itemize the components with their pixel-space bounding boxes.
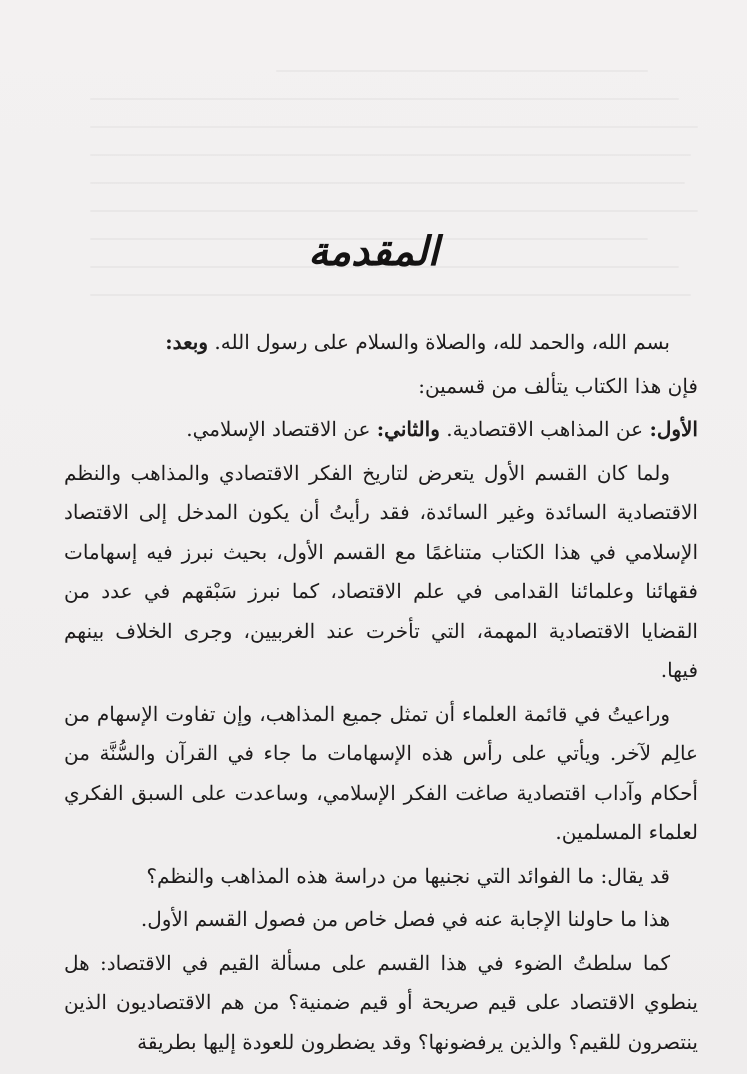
paragraph-parts bbox=[64, 410, 698, 450]
part-two-label: والثاني: bbox=[376, 417, 440, 441]
part-one-text: عن المذاهب الاقتصادية. bbox=[446, 417, 644, 441]
opening-text: بسم الله، والحمد لله، والصلاة والسلام على رسول الله. bbox=[214, 330, 670, 354]
paragraph-division: فإن هذا الكتاب يتألف من قسمين: bbox=[418, 373, 698, 398]
paragraph-opening bbox=[64, 323, 698, 363]
chapter-title: المقدمة bbox=[308, 228, 439, 275]
opening-bold: وبعد: bbox=[165, 330, 209, 354]
paragraph-history: ولما كان القسم الأول يتعرض لتاريخ الفكر الاقتصادي والمذاهب والنظم الاقتصادية السائدة وغير السائدة، فقد رأيتُ أن يكون المدخل إلى الاقتصاد الإسلامي في هذا الكتاب متناغمًا مع القسم الأول، بحيث نبرز فيه إسهامات فقهائنا وعلمائنا القدامى في علم الاقتصاد، كما نبرز سَبْقهم في عدد من القضايا الاقتصادية المهمة، التي تأخرت عند الغربيين، وجرى الخلاف بينهم فيها. bbox=[64, 460, 698, 682]
part-one-label: الأول: bbox=[649, 417, 698, 441]
paragraph-values: كما سلطتُ الضوء في هذا القسم على مسألة القيم في الاقتصاد: هل ينطوي الاقتصاد على قيم صريحة أو قيم ضمنية؟ من هم الاقتصاديون الذين ينتصرون للقيم؟ والذين يرفضونها؟ وقد يضطرون للعودة إليها بطريقة bbox=[64, 950, 698, 1054]
part-two-text: عن الاقتصاد الإسلامي. bbox=[186, 417, 371, 441]
body-text bbox=[64, 323, 698, 1066]
paragraph-question: قد يقال: ما الفوائد التي نجنيها من دراسة هذه المذاهب والنظم؟ bbox=[146, 863, 670, 888]
paragraph-scholars: وراعيتُ في قائمة العلماء أن تمثل جميع المذاهب، وإن تفاوت الإسهام من عالِم لآخر. ويأتي على رأس هذه الإسهامات ما جاء في القرآن والسُّنَّة من أحكام وآداب اقتصادية صاغت الفكر الإسلامي، وساعدت على السبق الفكري لعلماء المسلمين. bbox=[64, 701, 698, 844]
paragraph-answer: هذا ما حاولنا الإجابة عنه في فصل خاص من فصول القسم الأول. bbox=[140, 907, 670, 931]
show-through-text bbox=[90, 70, 710, 340]
